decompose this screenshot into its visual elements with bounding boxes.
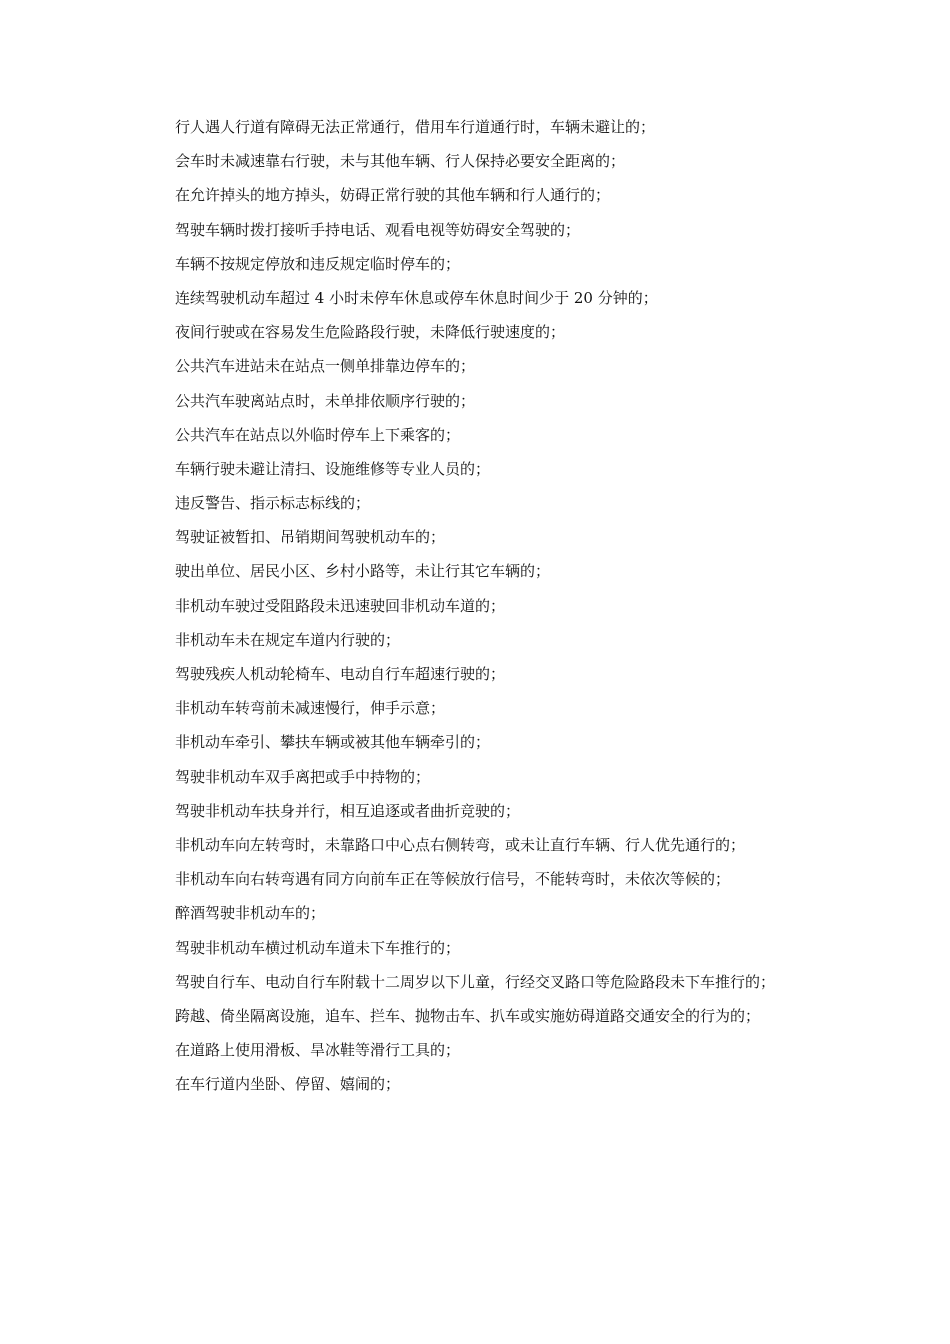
paragraph: 驾驶非机动车双手离把或手中持物的； xyxy=(175,767,431,786)
paragraph: 驾驶非机动车横过机动车道未下车推行的； xyxy=(175,938,461,957)
paragraph: 公共汽车驶离站点时，未单排依顺序行驶的； xyxy=(175,391,476,410)
paragraph: 公共汽车进站未在站点一侧单排靠边停车的； xyxy=(175,357,476,376)
paragraph: 非机动车转弯前未减速慢行，伸手示意； xyxy=(175,699,446,718)
paragraph: 非机动车驶过受阻路段未迅速驶回非机动车道的； xyxy=(175,596,506,615)
paragraph: 夜间行驶或在容易发生危险路段行驶，未降低行驶速度的； xyxy=(175,323,566,342)
paragraph: 车辆不按规定停放和违反规定临时停车的； xyxy=(175,254,461,273)
paragraph: 在车行道内坐卧、停留、嬉闹的； xyxy=(175,1075,401,1094)
paragraph: 非机动车向右转弯遇有同方向前车正在等候放行信号，不能转弯时，未依次等候的； xyxy=(175,870,731,889)
paragraph: 在道路上使用滑板、旱冰鞋等滑行工具的； xyxy=(175,1041,461,1060)
paragraph: 违反警告、指示标志标线的； xyxy=(175,494,371,513)
paragraph: 非机动车未在规定车道内行驶的； xyxy=(175,630,401,649)
paragraph: 公共汽车在站点以外临时停车上下乘客的； xyxy=(175,425,461,444)
paragraph: 跨越、倚坐隔离设施，追车、拦车、抛物击车、扒车或实施妨碍道路交通安全的行为的； xyxy=(175,1006,761,1025)
paragraph: 非机动车向左转弯时，未靠路口中心点右侧转弯，或未让直行车辆、行人优先通行的； xyxy=(175,835,746,854)
paragraph: 驾驶车辆时拨打接听手持电话、观看电视等妨碍安全驾驶的； xyxy=(175,220,581,239)
paragraph: 驾驶非机动车扶身并行，相互追逐或者曲折竞驶的； xyxy=(175,801,521,820)
paragraph: 车辆行驶未避让清扫、设施维修等专业人员的； xyxy=(175,459,491,478)
paragraph: 驾驶残疾人机动轮椅车、电动自行车超速行驶的； xyxy=(175,665,506,683)
document-body xyxy=(145,116,810,1107)
paragraph: 非机动车牵引、攀扶车辆或被其他车辆牵引的； xyxy=(175,733,491,752)
paragraph: 会车时未减速靠右行驶，未与其他车辆、行人保持必要安全距离的； xyxy=(175,152,626,171)
paragraph: 驶出单位、居民小区、乡村小路等，未让行其它车辆的； xyxy=(175,562,551,581)
paragraph: 醉酒驾驶非机动车的； xyxy=(175,904,326,923)
paragraph: 在允许掉头的地方掉头，妨碍正常行驶的其他车辆和行人通行的； xyxy=(175,186,611,205)
paragraph: 连续驾驶机动车超过 4 小时未停车休息或停车休息时间少于 20 分钟的； xyxy=(175,288,658,307)
paragraph: 驾驶自行车、电动自行车附载十二周岁以下儿童，行经交叉路口等危险路段未下车推行的； xyxy=(175,972,776,991)
paragraph: 驾驶证被暂扣、吊销期间驾驶机动车的； xyxy=(175,528,446,547)
paragraph: 行人遇人行道有障碍无法正常通行，借用车行道通行时，车辆未避让的； xyxy=(175,118,656,136)
